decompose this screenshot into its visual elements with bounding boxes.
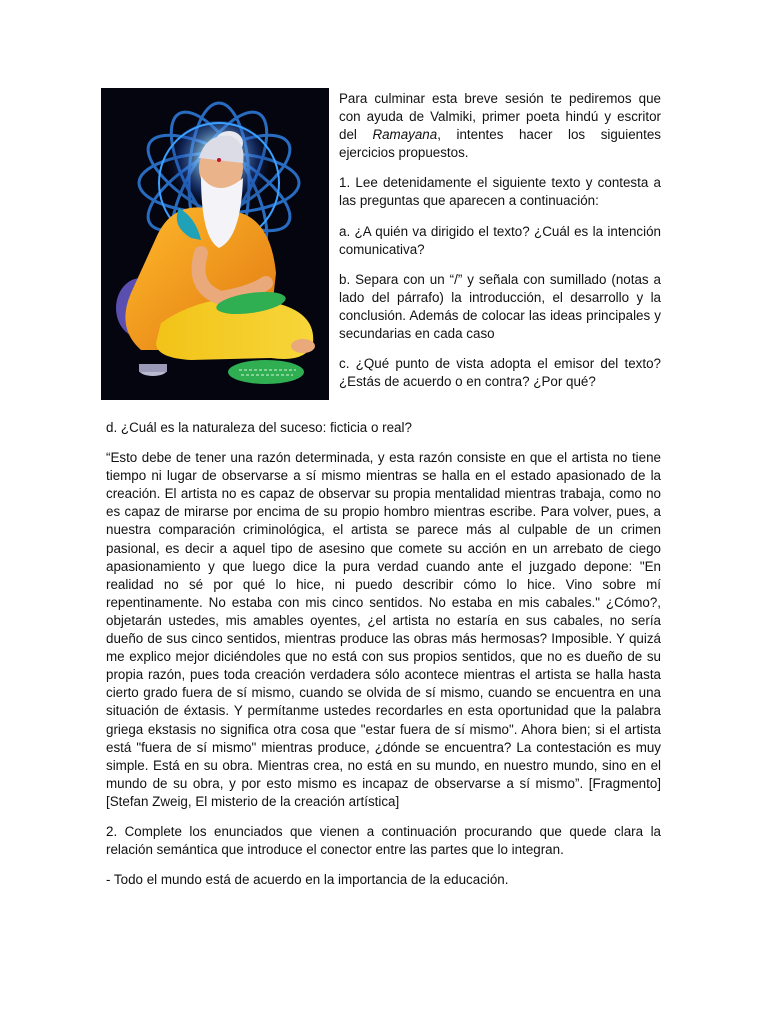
question-b: b. Separa con un “/” y señala con sumillado (notas a lado del párrafo) la introducción, el desarrollo y la conclusión. Además de colocar las ideas principales y secundarias en cada caso (339, 271, 661, 342)
question-d: d. ¿Cuál es la naturaleza del suceso: ficticia o real? (106, 420, 412, 435)
main-column (106, 419, 661, 901)
zweig-quote: “Esto debe de tener una razón determinada, y esta razón consiste en que el artista no tiene tiempo ni lugar de observarse a sí mismo mientras se halla en el estado apasionado de la creación. El artista no es capaz de observar su propia mentalidad mientras trabaja, como no es capaz de mirarse por encima de su propio hombro mientras escribe. Para volver, pues, a nuestra comparación criminológica, el artista se parece más al culpable de un crimen pasional, es decir a aquel tipo de asesino que comete su acción en un arrebato de ciego apasionamiento y que luego dice la pura verdad cuando ante el juzgado depone: "En realidad no sé por qué lo hice, ni puedo describir cómo lo hice. Vino sobre mí repentinamente. No estaba con mis cinco sentidos. No estaba en mis cabales." ¿Cómo?, objetarán ustedes, mis amables oyentes, ¿el artista no estaría en sus cabales, no sería dueño de sus cinco sentidos, mientras produce las obras más hermosas? Imposible. Y quizá me explico mejor diciéndoles que no está con sus propios sentidos, que no es dueño de su propia razón, pues toda creación verdadera sólo acontece mientras el artista se halla hasta cierto grado fuera de sí mismo, cuando se olvida de sí mismo, cuando se encuentra en una situación de éxtasis. Y permítanme ustedes recordarles en esta oportunidad que la palabra griega ekstasis no significa otra cosa que "estar fuera de sí mismo". Ahora bien; si el artista está "fuera de sí mismo" mientras produce, ¿dónde se encuentra? La contestación es muy simple. Está en su obra. Mientras crea, no está en su mundo, en nuestro mundo, sino en el mundo de su obra, y por esto mismo es incapaz de observarse a sí mismo”. [Fragmento] [Stefan Zweig, El misterio de la creación artística] (106, 450, 661, 809)
intro-paragraph (339, 90, 661, 162)
exercise-2-item-1: - Todo el mundo está de acuerdo en la importancia de la educación. (106, 872, 509, 888)
valmiki-illustration-icon (101, 88, 329, 400)
question-c: c. ¿Qué punto de vista adopta el emisor del texto? ¿Estás de acuerdo o en contra? ¿Por qué? (339, 356, 661, 390)
exercise-2-statement: 2. Complete los enunciados que vienen a continuación procurando que quede clara la relación semántica que introduce el conector entre las partes que lo integran. (106, 823, 661, 858)
intro-text-1: Para culminar esta breve sesión te pediremos que con ayuda de Valmiki, primer poeta hindú y escritor del (339, 91, 661, 143)
question-a: a. ¿A quién va dirigido el texto? ¿Cuál es la intención comunicativa? (339, 223, 661, 257)
intro-text-2: , intentes hacer los siguientes ejercicios propuestos. (339, 127, 661, 161)
intro-column (339, 90, 661, 403)
exercise-1-statement: 1. Lee detenidamente el siguiente texto y contesta a las preguntas que aparecen a continuación: (339, 175, 661, 209)
ramayana-title: Ramayana (372, 127, 438, 143)
